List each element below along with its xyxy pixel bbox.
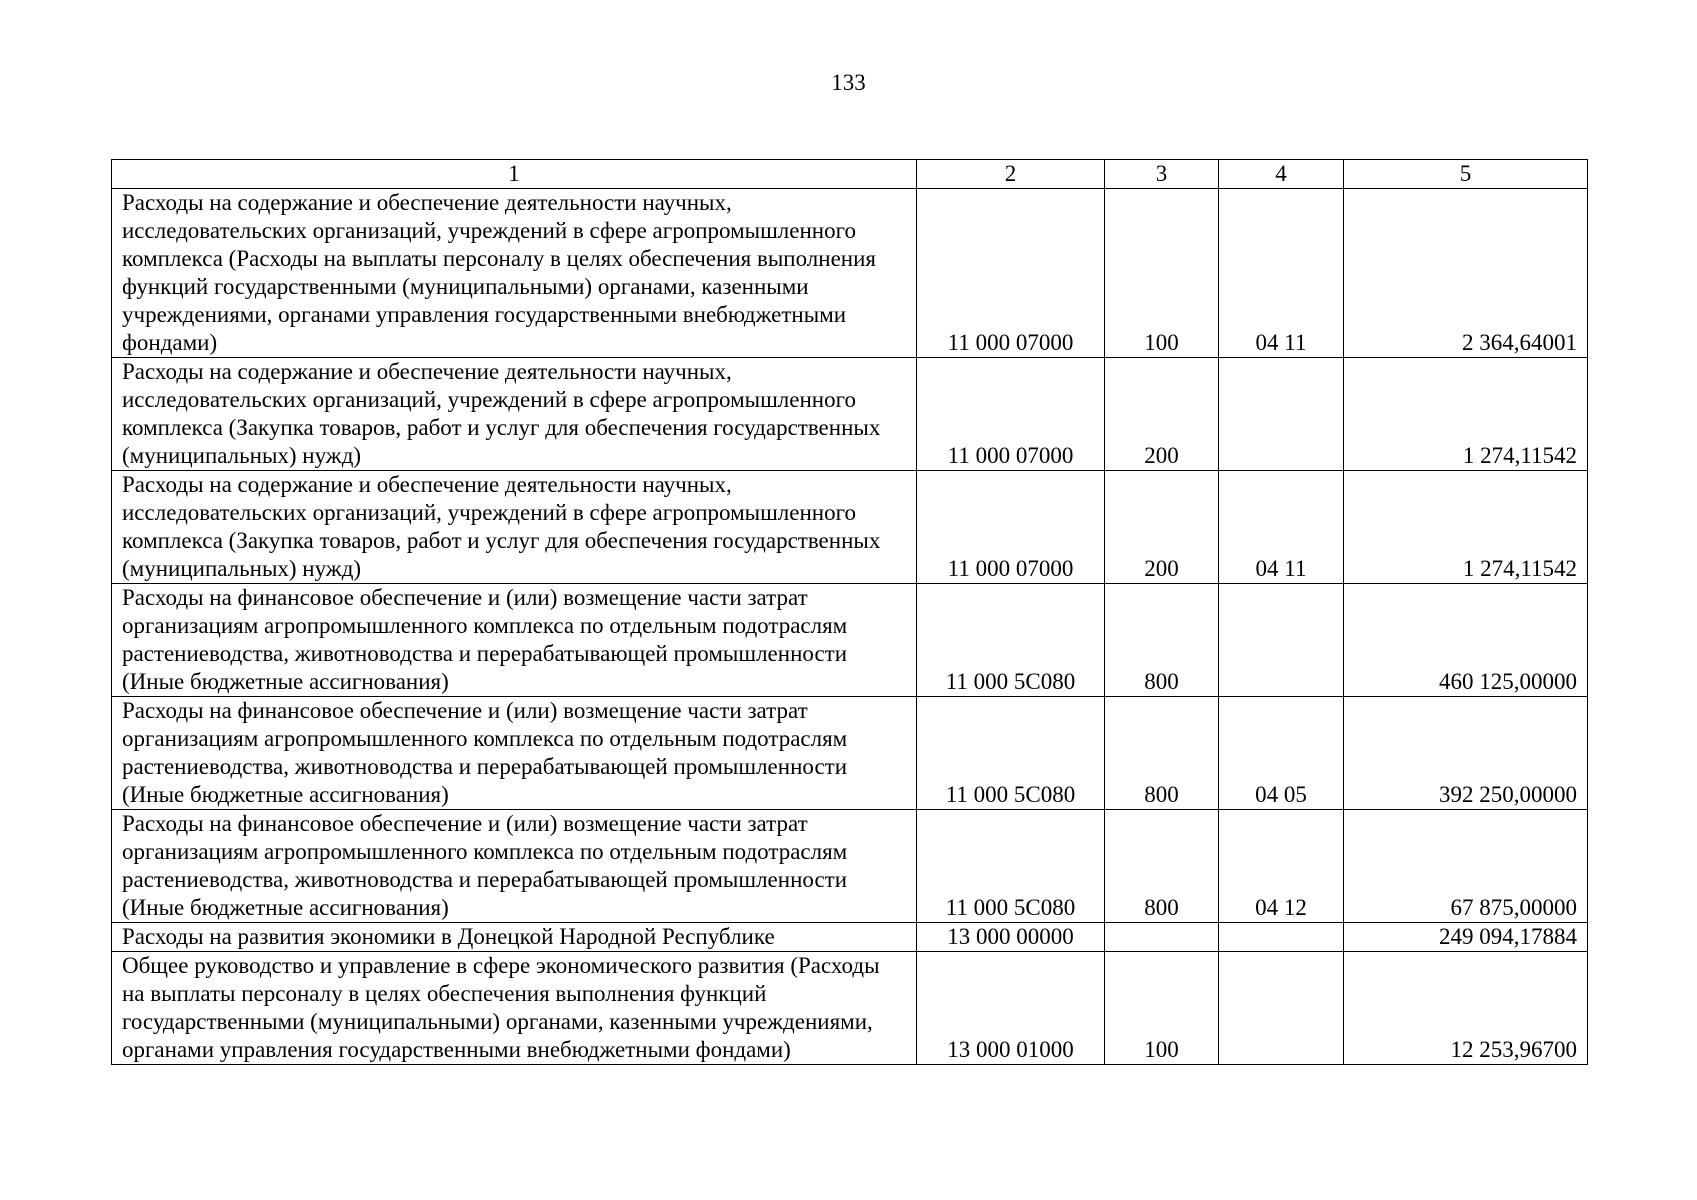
row-description: Общее руководство и управление в сфере экономического развития (Расходы на выплаты персоналу в целях обеспечения выполнения функций государственными (муниципальными) органами, казенными учреждениями, органами управления государственными внебюджетными фондами) [112,952,917,1065]
table-row [112,584,1588,697]
row-expense-type: 800 [1105,697,1219,810]
row-program-code: 11 000 07000 [917,358,1105,471]
header-col-2: 2 [917,160,1105,189]
row-section-code [1219,952,1344,1065]
table-row [112,471,1588,584]
row-section-code: 04 05 [1219,697,1344,810]
page-number: 133 [831,70,866,95]
row-expense-type: 100 [1105,189,1219,358]
row-expense-type: 800 [1105,810,1219,923]
table-row [112,923,1588,952]
row-expense-type: 800 [1105,584,1219,697]
header-col-5: 5 [1344,160,1588,189]
row-program-code: 11 000 07000 [917,471,1105,584]
row-description: Расходы на содержание и обеспечение деятельности научных, исследовательских организаций, учреждений в сфере агропромышленного комплекса (Закупка товаров, работ и услуг для обеспечения государственных (муниципальных) нужд) [112,358,917,471]
table-row [112,358,1588,471]
row-program-code: 11 000 07000 [917,189,1105,358]
row-amount: 2 364,64001 [1344,189,1588,358]
table-row [112,189,1588,358]
row-description: Расходы на содержание и обеспечение деятельности научных, исследовательских организаций, учреждений в сфере агропромышленного комплекса (Расходы на выплаты персоналу в целях обеспечения выполнения функций государственными (муниципальными) органами, казенными учреждениями, органами управления государственными внебюджетными фондами) [112,189,917,358]
header-col-4: 4 [1219,160,1344,189]
row-program-code: 11 000 5С080 [917,584,1105,697]
header-col-3: 3 [1105,160,1219,189]
row-amount: 1 274,11542 [1344,358,1588,471]
row-description: Расходы на финансовое обеспечение и (или) возмещение части затрат организациям агропромышленного комплекса по отдельным подотраслям растениеводства, животноводства и перерабатывающей промышленности (Иные бюджетные ассигнования) [112,810,917,923]
row-section-code: 04 11 [1219,471,1344,584]
row-expense-type [1105,923,1219,952]
table-row [112,810,1588,923]
row-expense-type: 100 [1105,952,1219,1065]
row-program-code: 11 000 5С080 [917,697,1105,810]
row-section-code [1219,358,1344,471]
row-section-code: 04 12 [1219,810,1344,923]
budget-table [111,159,1588,1065]
row-description: Расходы на финансовое обеспечение и (или) возмещение части затрат организациям агропромышленного комплекса по отдельным подотраслям растениеводства, животноводства и перерабатывающей промышленности (Иные бюджетные ассигнования) [112,584,917,697]
row-description: Расходы на развития экономики в Донецкой Народной Республике [112,923,917,952]
row-amount: 460 125,00000 [1344,584,1588,697]
row-amount: 12 253,96700 [1344,952,1588,1065]
row-section-code [1219,923,1344,952]
row-program-code: 13 000 00000 [917,923,1105,952]
table-header-row [112,160,1588,189]
row-description: Расходы на финансовое обеспечение и (или) возмещение части затрат организациям агропромышленного комплекса по отдельным подотраслям растениеводства, животноводства и перерабатывающей промышленности (Иные бюджетные ассигнования) [112,697,917,810]
header-col-1: 1 [112,160,917,189]
row-program-code: 13 000 01000 [917,952,1105,1065]
row-expense-type: 200 [1105,471,1219,584]
row-amount: 249 094,17884 [1344,923,1588,952]
row-amount: 1 274,11542 [1344,471,1588,584]
row-expense-type: 200 [1105,358,1219,471]
row-section-code [1219,584,1344,697]
table-row [112,697,1588,810]
row-amount: 67 875,00000 [1344,810,1588,923]
row-section-code: 04 11 [1219,189,1344,358]
row-description: Расходы на содержание и обеспечение деятельности научных, исследовательских организаций, учреждений в сфере агропромышленного комплекса (Закупка товаров, работ и услуг для обеспечения государственных (муниципальных) нужд) [112,471,917,584]
table-row [112,952,1588,1065]
row-amount: 392 250,00000 [1344,697,1588,810]
row-program-code: 11 000 5С080 [917,810,1105,923]
